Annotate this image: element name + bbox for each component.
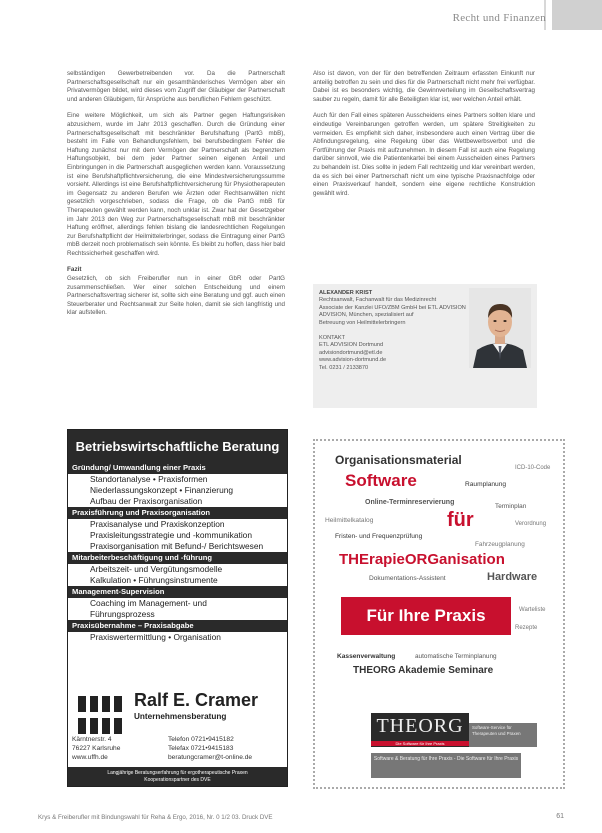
contact-line[interactable]: advisiondortmund@etl.de (319, 349, 383, 356)
ad-theorg (313, 439, 565, 789)
website-link[interactable]: www.uffh.de (72, 754, 108, 761)
article-paragraph: Also ist davon, von der für den betreffenden Zeitraum erfassten Einkunft nur anteilig betroffen zu sein und dies für die Partnerschaft nicht mehr frei verfügbar. Dabei ist es besonders wichtig, die Gewinnverteilung im Gesellschaftsvertrag sauber zu regeln, damit für alle Beteiligten klar ist, wer welchen Anteil erhält. (313, 70, 535, 103)
ad-term-software: Software (345, 471, 417, 490)
contact-line: ETL ADVISION Dortmund (319, 342, 384, 349)
page-number: 61 (556, 813, 564, 820)
header-tab (552, 0, 602, 30)
author-info (319, 290, 469, 372)
ad-term-fahrzeug: Fahrzeugplanung (475, 541, 525, 548)
company-phone (168, 735, 252, 762)
ad-term-therorg: THErapieORGanisation (339, 551, 505, 568)
article-subheading: Fazit (67, 266, 82, 274)
company-subtitle: Unternehmensberatung (134, 712, 227, 721)
ad-term-kasse: Kassenverwaltung (337, 653, 396, 660)
author-bio-line: Betreuung von Heilmittelerbringern (319, 319, 406, 326)
ad-section-heading: Mitarbeiterbeschäftigung und -führung (68, 552, 287, 564)
ad-item: Niederlassungskonzept • Finanzierung (90, 485, 234, 495)
author-box (313, 284, 537, 408)
ad-grey-box: Software-Service für Therapeuten und Praxen (469, 723, 537, 747)
ad-term-icd: ICD-10-Code (515, 465, 551, 471)
ad-section-heading: Gründung/ Umwandlung einer Praxis (68, 462, 287, 474)
ad-grey-banner: Software & Beratung für Ihre Praxis - Die Software für Ihre Praxis (371, 753, 521, 778)
cramer-logo-icon (72, 692, 136, 738)
author-bio-line: ADVISION, München, spezialisiert auf (319, 312, 414, 319)
author-bio-line: Rechtsanwalt, Fachanwalt für das Medizinrecht (319, 297, 437, 304)
ad-term-termin2: automatische Terminplanung (415, 653, 497, 660)
article-paragraph: Gesetzlich, ob sich Freiberufler nun in einer GbR oder PartG zusammenschließen. Wer einer solchen Entscheidung und einem Partnerschaftsvertrag sicherer ist, sollte sich eine Beratung und ggf. auch einen Steuerberater und Rechtsanwalt zur Seite holen, damit sie sich langfristig und klar aufstellen. (67, 275, 285, 317)
address-line: Kärntnerstr. 4 (72, 736, 112, 743)
ad-item: Coaching im Management- und (90, 598, 207, 608)
contact-line: Tel. 0231 / 2133870 (319, 364, 369, 371)
page-header (0, 0, 602, 30)
ad-item: Praxisleitungsstrategie und -kommunikation (90, 530, 252, 540)
author-name: ALEXANDER KRIST (319, 290, 373, 296)
article-paragraph: selbständigen Gewerbetreibenden vor. Da die Partnerschaft Partnerschaftsgesellschaft nur ein gesamthänderisches Vermögen aber ein Privatvermögen bildet, wird dieses vom Zugriff der Gläubiger der Partnerschaft und anderen Gläubigern, für Ansprüche aus beruflichen Fehlern geschützt. (67, 70, 285, 103)
address-line: 76227 Karlsruhe (72, 745, 121, 752)
page-footer: Krys & Freiberufler mit Bindungswahl für Reha & Ergo, 2016, Nr. 0 1/2 03. Druck DVE (38, 814, 273, 821)
article-paragraph: Auch für den Fall eines späteren Ausscheidens eines Partners sollten klare und eindeutige Vereinbarungen getroffen werden, um spätere Streitigkeiten zu vermeiden. Es empfiehlt sich daher, insbesondere auch einen Vertrag über die Abfindungsregelung, eine Regelung über das Wettbewerbsverbot und die Fortführung der Praxis mit aufzunehmen. In diesem Fall ist auch eine Regelung darüber sinnvoll, wie die Patientenkartei bei einem Ausscheiden eines Partners zu behandeln ist. Dies sollte in jedem Fall rechtzeitig und klar vereinbart werden, da es sich bei einer Partnerschaft nicht um eine typische Praxisnachfolge oder einen Praxisverkauf handelt, sondern eine eigene rechtliche Konstruktion gewählt wird. (313, 112, 535, 197)
theorg-logo-subtitle: Die Software für Ihre Praxis (371, 741, 469, 746)
ad-term-warteliste: Warteliste (519, 607, 546, 613)
ad-term-termin: Terminplan (495, 503, 527, 510)
article-right-column (313, 70, 535, 206)
ad-item: Praxiswertermittlung • Organisation (90, 632, 221, 642)
ad-section-heading: Management-Supervision (68, 586, 287, 598)
ad-footer-line: Langjährige Beratungserfahrung für ergotherapeutische Praxen (107, 770, 248, 777)
ad-term-org: Organisationsmaterial (335, 453, 462, 467)
ad-term-fristen: Fristen- und Frequenzprüfung (335, 533, 423, 540)
ad-item: Standortanalyse • Praxisformen (90, 474, 208, 484)
ad-item: Praxisorganisation mit Befund-/ Berichtswesen (90, 541, 264, 551)
theorg-logo (371, 713, 469, 747)
ad-term-rezepte: Rezepte (515, 625, 538, 631)
fax-line: Telefax 0721•9415183 (168, 745, 234, 752)
ad-item: Praxisanalyse und Praxiskonzeption (90, 519, 225, 529)
ad-footer (68, 767, 287, 786)
author-bio-line: Associate der Kanzlei UFO/ZBM GmbH bei ETL ADVISION (319, 304, 466, 311)
ad-section-heading: Praxisführung und Praxisorganisation (68, 507, 287, 519)
ad-term-doku: Dokumentations-Assistent (369, 575, 446, 582)
ad-term-fuer: für (447, 509, 474, 531)
ad-betriebswirtschaftliche-beratung (67, 429, 288, 787)
ad-term-akademie: THEORG Akademie Seminare (353, 665, 494, 676)
ad-item: Kalkulation • Führungsinstrumente (90, 575, 218, 585)
ad-item: Aufbau der Praxisorganisation (90, 496, 203, 506)
company-address (72, 735, 120, 762)
email-link[interactable]: beratungcramer@t-online.de (168, 754, 253, 761)
ad-item: Führungsprozess (90, 609, 155, 619)
theorg-logo-text: THEORG (376, 715, 464, 737)
company-name: Ralf E. Cramer (134, 690, 259, 710)
article-left-column (67, 70, 285, 326)
contact-label: KONTAKT (319, 335, 346, 342)
article-paragraph: Eine weitere Möglichkeit, um sich als Partner gegen Haftungsrisiken abzusichern, wurde im Jahr 2013 geschaffen. Durch die Gründung einer Partnerschaftsgesellschaft mit beschränkter Berufshaftung (PartG mbB), besteht im Falle von Behandlungsfehlern, bei berufsbedingtem Fehler die Haftung zunächst nur mit dem Vermögen der Partnerschaft als begrenztem Haftungsobjekt, bei dem jeder Partner seinen eigenen Anteil und Einbringungen in die Partnerschaft ausgeglichen werden kann. Voraussetzung ist eine Berufshaftpflichtversicherung, die eine Mindestversicherungssumme vorsieht. Allerdings ist eine Berufshaftpflichtversicherung für Physiotherapeuten im Gegensatz zu anderen Berufen wie Ärzten oder Rechtsanwälten nicht gesetzlich vorgeschrieben, sodass die Frage, ob die PartG mbB für Therapeuten gewählt werden kann, noch unklar ist. Zwar hat der Gesetzgeber im Jahr 2013 den Weg zur Partnerschaftsgesellschaft mbB mit beschränkter Haftung eröffnet, allerdings fehlen bislang die landesrechtlichen Regelungen zur Berufshaftpflicht der Heilmittelerbringer, sodass die Eintragung einer PartG mbB derzeit noch problematisch sein könnte. Es bleibt zu hoffen, dass hier bald Rechtssicherheit geschaffen wird. (67, 112, 285, 257)
contact-line[interactable]: www.advision-dortmund.de (319, 357, 387, 364)
section-title: Recht und Finanzen (452, 12, 546, 24)
ad-footer-line: Kooperationspartner des DVE (144, 776, 211, 783)
ad-term-raum: Raumplanung (465, 481, 507, 488)
ad-term-online: Online-Terminreservierung (365, 499, 455, 506)
ad-title: Betriebswirtschaftliche Beratung (68, 430, 287, 462)
ad-term-hardware: Hardware (487, 571, 538, 583)
ad-banner: Für Ihre Praxis (341, 597, 511, 635)
ad-section-heading: Praxisübernahme – Praxisabgabe (68, 620, 287, 632)
ad-term-heilmittel: Heilmittelkatalog (325, 517, 374, 524)
phone-line: Telefon 0721•9415182 (168, 736, 234, 743)
ad-term-verordnung: Verordnung (515, 521, 547, 527)
ad-item: Arbeitszeit- und Vergütungsmodelle (90, 564, 223, 574)
author-photo (469, 288, 531, 368)
